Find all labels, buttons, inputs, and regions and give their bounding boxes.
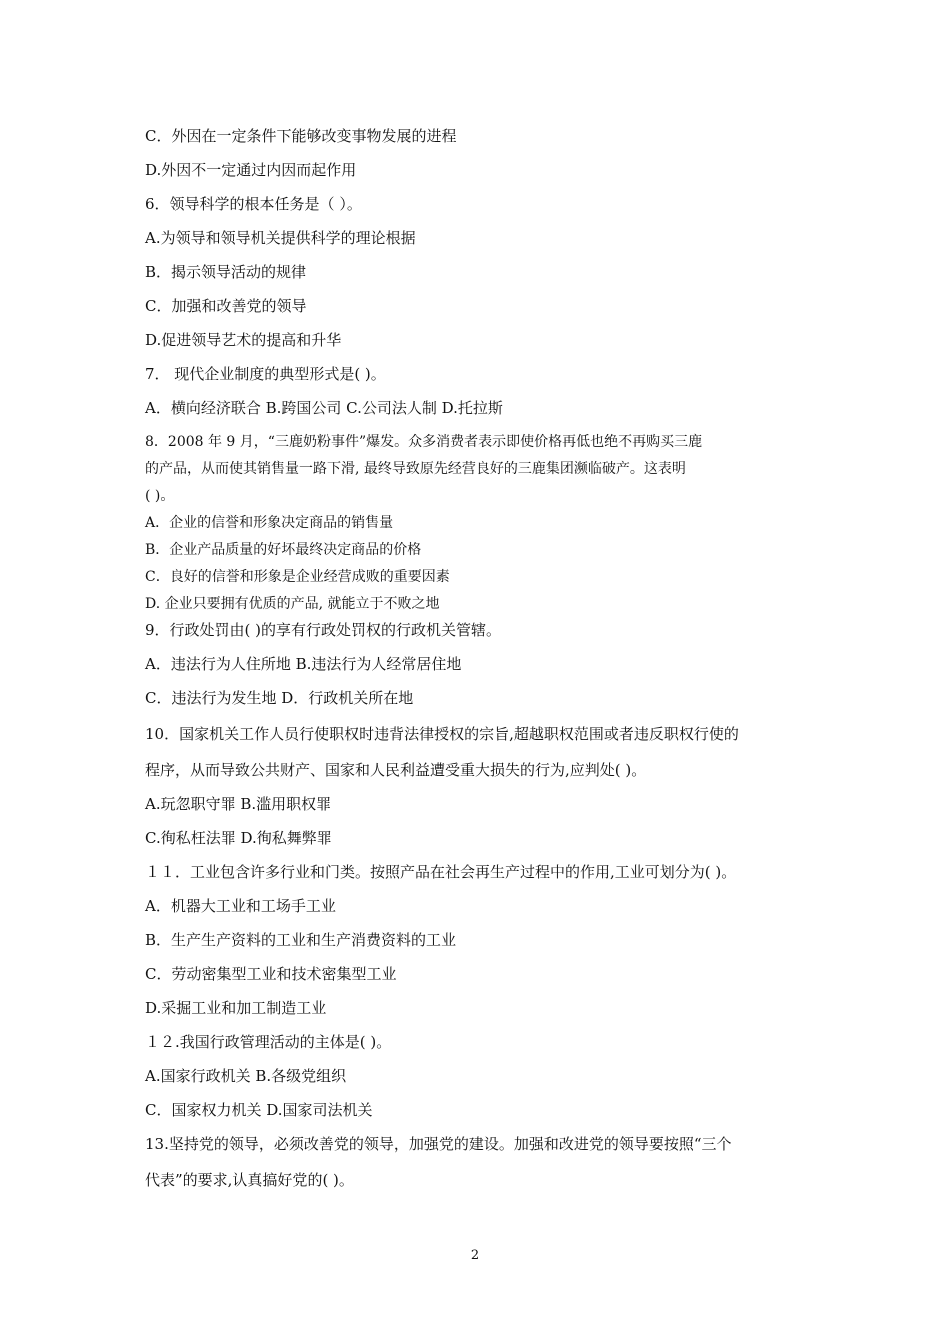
option-line: C．良好的信誉和形象是企业经营成败的重要因素 [145, 569, 450, 585]
option-line: D. 企业只要拥有优质的产品, 就能立于不败之地 [145, 596, 440, 612]
option-line: A.国家行政机关 B.各级党组织 [145, 1067, 347, 1085]
question-11: １１．工业包含许多行业和门类。按照产品在社会再生产过程中的作用,工业可划分为( )。 [145, 863, 737, 881]
text-line: ( )。 [145, 488, 175, 504]
text-line: 的产品，从而使其销售量一路下滑, 最终导致原先经营良好的三鹿集团濒临破产。这表明 [145, 461, 686, 477]
option-line: A．违法行为人住所地 B.违法行为人经常居住地 [145, 655, 462, 673]
question-9: 9．行政处罚由( )的享有行政处罚权的行政机关管辖。 [145, 621, 502, 639]
option-line: A．机器大工业和工场手工业 [145, 897, 336, 915]
option-line: B．企业产品质量的好坏最终决定商品的价格 [145, 542, 422, 558]
option-line: B．揭示领导活动的规律 [145, 263, 307, 281]
option-line: D.采掘工业和加工制造工业 [145, 999, 327, 1017]
option-line: A.为领导和领导机关提供科学的理论根据 [145, 229, 416, 247]
question-7: 7． 现代企业制度的典型形式是( )。 [145, 365, 386, 383]
option-line: A．企业的信誉和形象决定商品的销售量 [145, 515, 394, 531]
page-number: 2 [470, 1248, 480, 1263]
question-12: １２.我国行政管理活动的主体是( )。 [145, 1033, 392, 1051]
option-line: C．加强和改善党的领导 [145, 297, 307, 315]
option-line: C．劳动密集型工业和技术密集型工业 [145, 965, 397, 983]
option-line: C．国家权力机关 D.国家司法机关 [145, 1101, 373, 1119]
option-line: D.促进领导艺术的提高和升华 [145, 331, 342, 349]
text-line: 程序，从而导致公共财产、国家和人民利益遭受重大损失的行为,应判处( )。 [145, 761, 647, 779]
question-10: 10．国家机关工作人员行使职权时违背法律授权的宗旨,超越职权范围或者违反职权行使的 [145, 725, 739, 743]
question-13: 13.坚持党的领导，必须改善党的领导，加强党的建设。加强和改进党的领导要按照“三个 [145, 1135, 732, 1153]
text-line: 代表”的要求,认真搞好党的( )。 [145, 1171, 354, 1189]
option-line: A．横向经济联合 B.跨国公司 C.公司法人制 D.托拉斯 [145, 399, 503, 417]
question-6: 6．领导科学的根本任务是（ ）。 [145, 195, 362, 213]
option-line: B．生产生产资料的工业和生产消费资料的工业 [145, 931, 457, 949]
text-line: D.外因不一定通过内因而起作用 [145, 161, 357, 179]
option-line: C．违法行为发生地 D．行政机关所在地 [145, 689, 414, 707]
option-line: C.徇私枉法罪 D.徇私舞弊罪 [145, 829, 332, 847]
question-8: 8．2008 年 9 月，“三鹿奶粉事件”爆发。众多消费者表示即使价格再低也绝不再购买三鹿 [145, 434, 703, 450]
option-line: A.玩忽职守罪 B.滥用职权罪 [145, 795, 332, 813]
text-line: C．外因在一定条件下能够改变事物发展的进程 [145, 127, 457, 145]
